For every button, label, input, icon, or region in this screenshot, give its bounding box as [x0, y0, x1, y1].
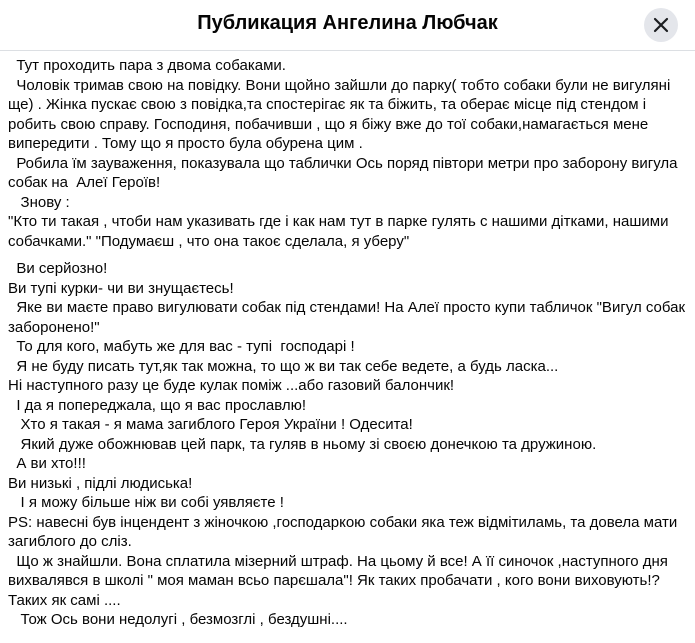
post-text-line: випередити . Тому що я просто була обурена цим . — [8, 135, 363, 152]
post-text-line: собак на Алеї Героїв! — [8, 174, 161, 191]
post-text-line: Хто я такая - я мама загиблого Героя України ! Одесита! — [8, 416, 413, 433]
post-text-line: І я можу більше ніж ви собі уявляєте ! — [8, 494, 284, 511]
post-text-line: Ви тупі курки- чи ви знущаєтесь! — [8, 279, 234, 297]
post-text-line: Тут проходить пара з двома собаками. — [8, 57, 286, 74]
dialog-title: Публикация Ангелина Любчак — [197, 12, 498, 34]
post-text-line: Ви серйозно! — [8, 260, 108, 277]
dialog-header — [0, 0, 695, 51]
post-text-line: Тож Ось вони недолугі , безмозглі , бездушні.... — [8, 611, 348, 628]
post-text — [8, 56, 693, 630]
post-text-line: Робила їм зауваження, показувала що таблички Ось поряд півтори метри про заборону вигула — [8, 154, 678, 172]
post-text-line: Ні наступного разу це буде кулак поміж ...або газовий балончик! — [8, 377, 455, 394]
close-button[interactable] — [644, 8, 678, 42]
post-text-line: загиблого до сліз. — [8, 533, 132, 550]
post-text-line: Ви низькі , підлі людиська! — [8, 474, 193, 492]
post-text-line: собачками." "Подумаєш , что она такоє сделала, я уберу" — [8, 232, 410, 250]
post-text-line — [8, 251, 693, 259]
post-text-line: Яке ви маєте право вигулювати собак під стендами! На Алеї просто купи табличок "Вигул собак — [8, 299, 686, 316]
post-text-line: А ви хто!!! — [8, 455, 86, 472]
post-text-line: Знову : — [8, 193, 70, 211]
post-text-line: Що ж знайшли. Вона сплатила мізерний штраф. На цьому й все! А її синочок ,наступного дня — [8, 552, 668, 570]
post-text-line: Чоловік тримав свою на повідку. Вони щойно зайшли до парку( тобто собаки були не вигуляні — [8, 76, 671, 94]
post-text-line: робить свою справу. Господиня, побачивши , що я біжу вже до тої собаки,намагається мене — [8, 115, 649, 133]
post-text-line: "Кто ти такая , чтоби нам указивать где і как нам тут в парке гулять с нашими дітками, нашими — [8, 213, 669, 230]
post-text-line: То для кого, мабуть же для вас - тупі господарі ! — [8, 338, 355, 355]
post-text-line: Який дуже обожнював цей парк, та гуляв в ньому зі своєю донечкою та дружиною. — [8, 435, 597, 453]
post-text-line: ще) . Жінка пускає свою з повідка,та спостерігає як та біжить, та оберає місце під стендом і — [8, 96, 647, 113]
post-text-line: заборонено!" — [8, 318, 100, 336]
post-text-line: І да я попереджала, що я вас прославлю! — [8, 396, 307, 414]
post-text-line: Таких як самі .... — [8, 591, 121, 609]
post-text-line: Я не буду писать тут,як так можна, то що ж ви так себе ведете, а будь ласка... — [8, 357, 559, 375]
close-icon — [653, 17, 669, 33]
post-text-line: вихвалявся в школі " моя маман всьо парєшала"! Як таких пробачати , кого вони виховують!? — [8, 572, 660, 589]
post-text-line: PS: навесні був інцендент з жіночкою ,господаркою собаки яка теж відмітиламь, та довела мати — [8, 513, 678, 531]
